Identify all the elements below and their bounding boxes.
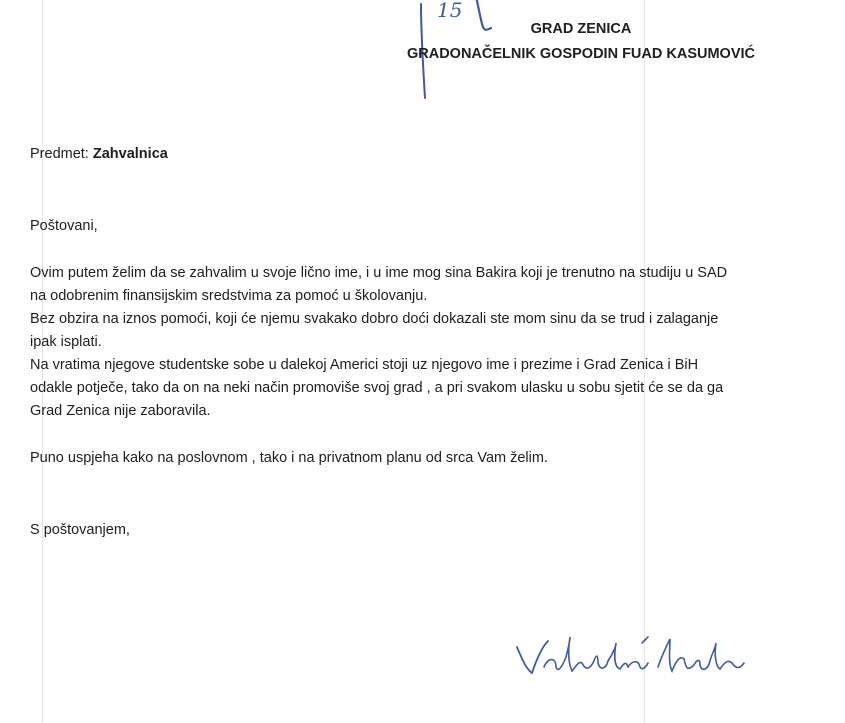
body-line: Bez obzira na iznos pomoći, koji će njemu svakako dobro doći dokazali ste mom sinu da se trud i zalaganje	[30, 311, 719, 327]
closing-salutation: S poštovanjem,	[30, 522, 130, 538]
signature-strokes	[512, 633, 752, 683]
body-line: Grad Zenica nije zaboravila.	[30, 403, 211, 419]
greeting: Poštovani,	[30, 218, 98, 234]
recipient-block	[407, 17, 755, 67]
handwritten-signature	[512, 633, 752, 683]
recipient-mayor: GRADONAČELNIK GOSPODIN FUAD KASUMOVIĆ	[406, 46, 755, 62]
recipient-city: GRAD ZENICA	[530, 21, 632, 37]
body-line: ipak isplati.	[30, 334, 102, 350]
closing-wish: Puno uspjeha kako na poslovnom , tako i na privatnom planu od srca Vam želim.	[30, 450, 548, 466]
subject-value: Zahvalnica	[92, 146, 168, 162]
subject-line	[30, 146, 168, 162]
body-line: na odobrenim finansijskim sredstvima za pomoć u školovanju.	[30, 288, 428, 304]
letter-body	[30, 262, 790, 423]
subject-label: Predmet:	[30, 146, 89, 162]
body-line: odakle potječe, tako da on na neki način promoviše svoj grad , a pri svakom ulasku u sobu sjetit će se da ga	[30, 380, 724, 396]
body-line: Na vratima njegove studentske sobe u dalekoj Americi stoji uz njegovo ime i prezime i Grad Zenica i BiH	[30, 357, 699, 373]
stamp-number-text: 15	[437, 0, 463, 22]
body-line: Ovim putem želim da se zahvalim u svoje lično ime, i u ime mog sina Bakira koji je trenutno na studiju u SAD	[30, 265, 728, 281]
